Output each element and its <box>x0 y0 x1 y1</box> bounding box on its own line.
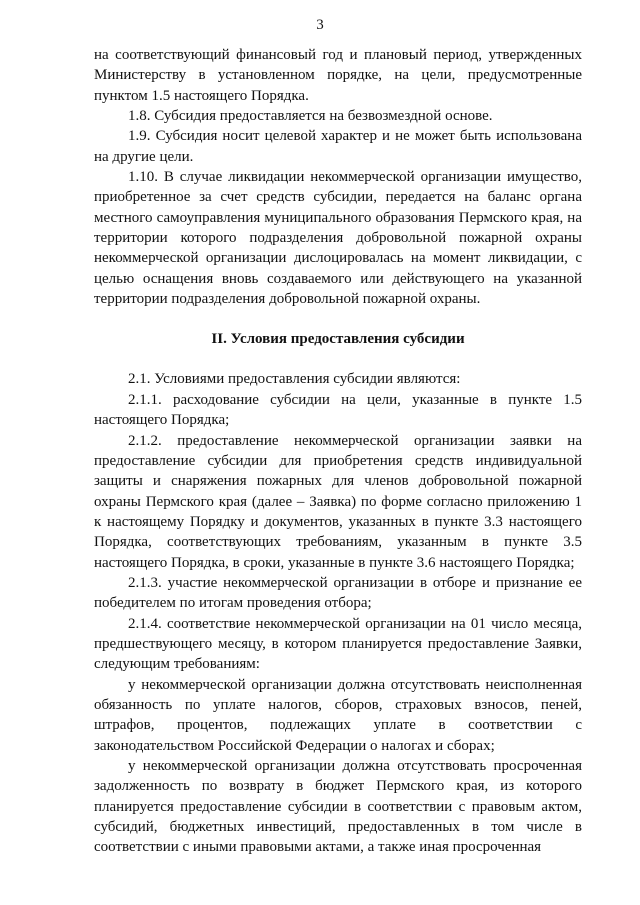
paragraph-2-1-4: 2.1.4. соответствие некоммерческой организации на 01 число месяца, предшествующего месяцу, в котором планируется предоставление Заявки, следующим требованиям: <box>94 615 582 673</box>
paragraph-continuation: на соответствующий финансовый год и плановый период, утвержденных Министерству в установленном порядке, на цели, предусмотренные пунктом 1.5 настоящего Порядка. <box>94 47 582 104</box>
paragraph-1-8: 1.8. Субсидия предоставляется на безвозмездной основе. <box>128 108 493 125</box>
paragraph-1-9: 1.9. Субсидия носит целевой характер и не может быть использована на другие цели. <box>94 128 582 165</box>
paragraph-1-10: 1.10. В случае ликвидации некоммерческой организации имущество, приобретенное за счет средств субсидии, передается на баланс органа местного самоуправления муниципального образования Пермского края, на территории которого подразделения добровольной пожарной охраны некоммерческой организации дислоцировалась на момент ликвидации, с целью оснащения вновь создаваемого или действующего на указанной территории подразделения добровольной пожарной охраны. <box>94 169 582 308</box>
page-number: 3 <box>316 17 324 33</box>
spacer <box>94 309 582 329</box>
paragraph-2-1-1: 2.1.1. расходование субсидии на цели, указанные в пункте 1.5 настоящего Порядка; <box>94 391 582 429</box>
page-body <box>94 45 582 858</box>
requirement-taxes: у некоммерческой организации должна отсутствовать неисполненная обязанность по уплате налогов, сборов, страховых взносов, пеней, штрафов, процентов, подлежащих уплате в соответствии с законодательством Российской Федерации о налогах и сборах; <box>94 676 582 754</box>
requirement-debt: у некоммерческой организации должна отсутствовать просроченная задолженность по возврату в бюджет Пермского края, из которого планируется предоставление субсидии в соответствии с правовым актом, субсидий, бюджетных инвестиций, предоставленных в том числе в соответствии с иными правовыми актами, а также иная просроченная <box>94 758 582 856</box>
section-heading: II. Условия предоставления субсидии <box>211 331 465 348</box>
paragraph-2-1: 2.1. Условиями предоставления субсидии являются: <box>128 371 461 388</box>
paragraph-2-1-3: 2.1.3. участие некоммерческой организации в отборе и признание ее победителем по итогам проведения отбора; <box>94 574 582 612</box>
spacer <box>94 349 582 369</box>
paragraph-2-1-2: 2.1.2. предоставление некоммерческой организации заявки на предоставление субсидии для приобретения средств индивидуальной защиты и снаряжения пожарных для членов добровольной пожарной охраны Пермского края (далее – Заявка) по форме согласно приложению 1 к настоящему Порядку и документов, указанных в пункте 3.3 настоящего Порядка, соответствующих требованиям, указанным в пункте 3.5 настоящего Порядка, в сроки, указанные в пункте 3.6 настоящего Порядка; <box>94 432 582 571</box>
